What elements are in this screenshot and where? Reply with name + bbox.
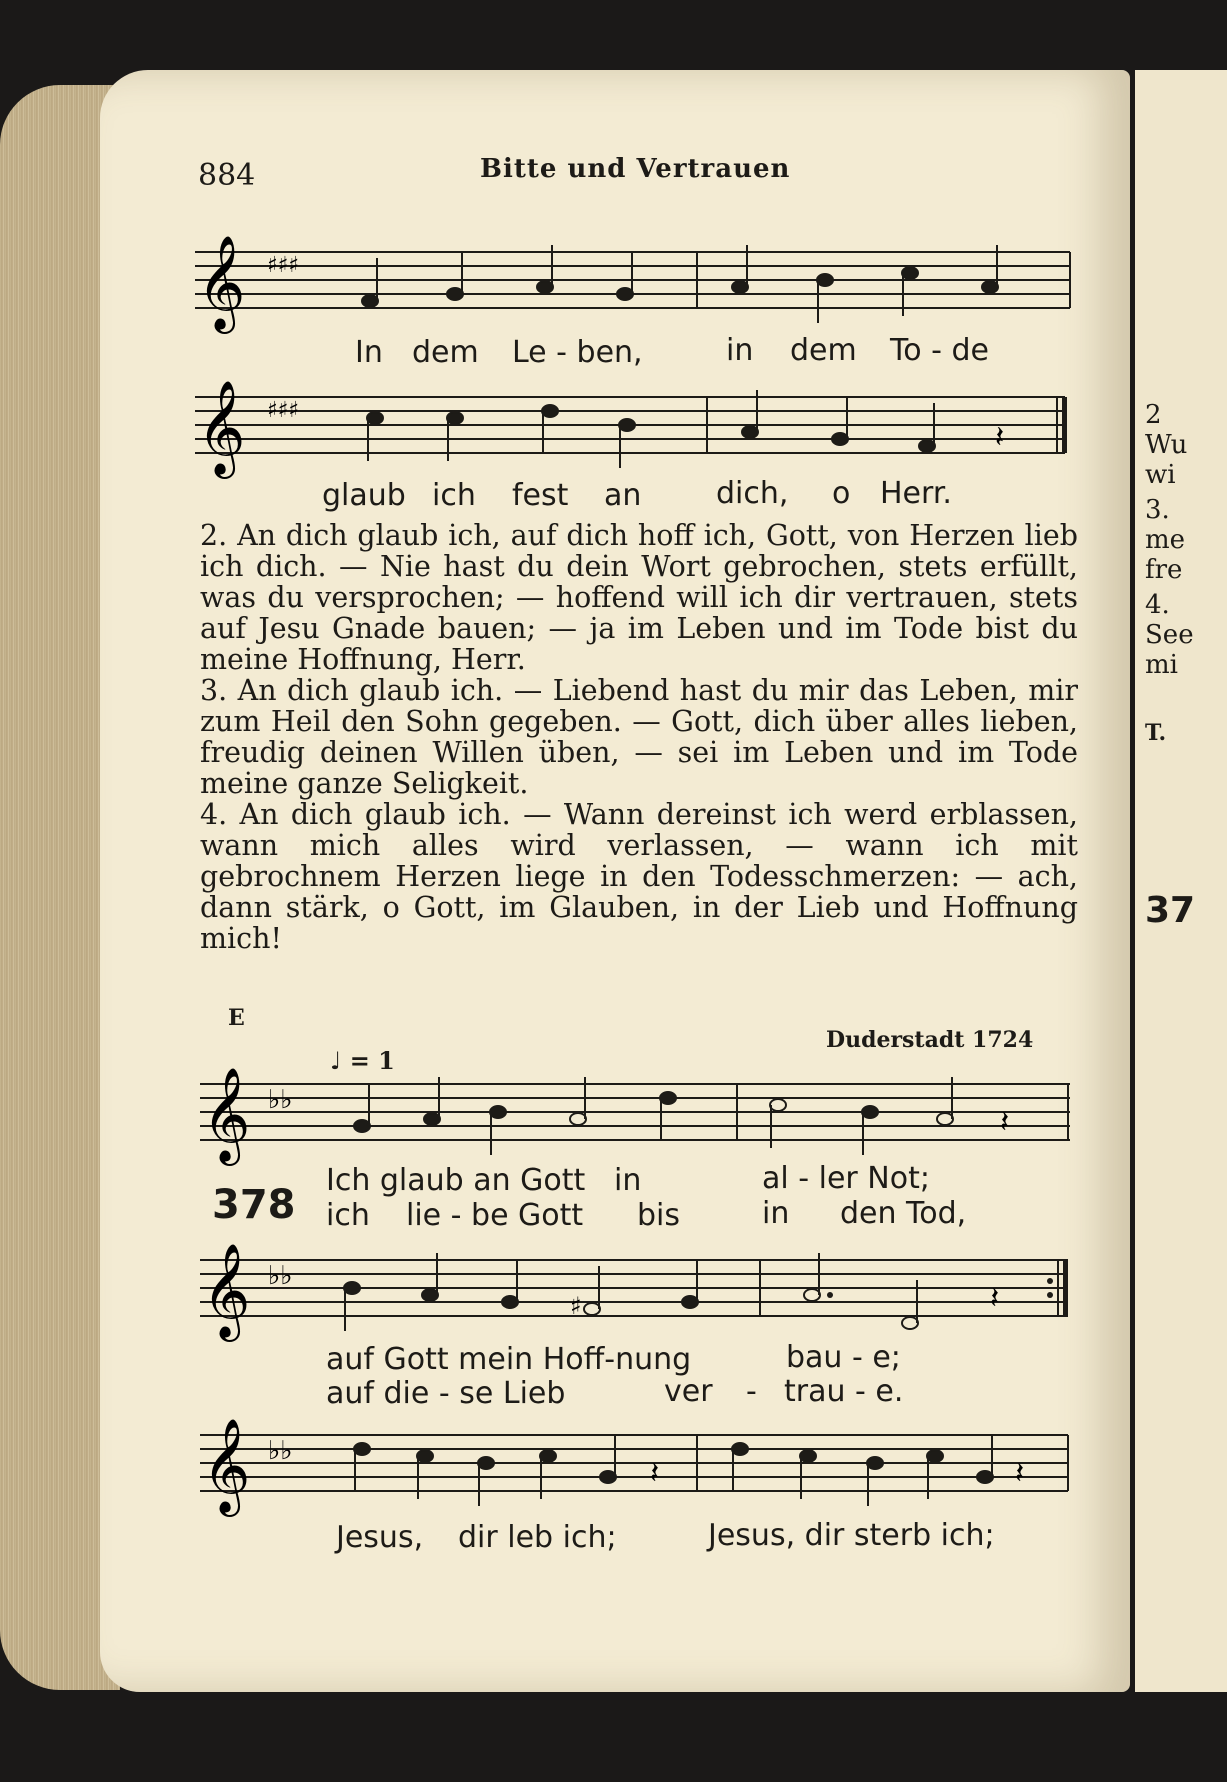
- next-page-fragment: 4.: [1145, 590, 1170, 620]
- quarter-rest-icon: 𝄽: [995, 420, 1005, 455]
- tempo-value: = 1: [349, 1046, 395, 1075]
- hymn-source: Duderstadt 1724: [826, 1027, 1034, 1053]
- lyric-phrase: -: [746, 1374, 757, 1409]
- lyric-syllable: in: [726, 333, 754, 368]
- lyric-phrase: al - ler Not;: [762, 1161, 930, 1196]
- hymn-verses: [200, 520, 1078, 954]
- music-staff-3: [200, 1062, 1080, 1172]
- lyric-syllable: o: [832, 476, 851, 511]
- next-page-fragment: mi: [1145, 650, 1178, 680]
- hymn-key: E: [228, 1005, 245, 1031]
- sharp-icon: ♯: [570, 1292, 582, 1320]
- lyric-phrase: in: [614, 1163, 642, 1198]
- treble-clef-icon: 𝄞: [202, 1067, 251, 1162]
- lyric-syllable: an: [604, 478, 642, 513]
- running-title: Bitte und Vertrauen: [480, 154, 791, 184]
- next-page-fragment: fre: [1145, 555, 1183, 585]
- verse-3: 3. An dich glaub ich. — Liebend hast du mir das Leben, mir zum Heil den Sohn gegeben. — Gott, dich über alles lieben, freudig deinen Willen üben, — sei im Leben und im Tode meine ganze Seligkeit.: [200, 674, 1078, 800]
- lyric-phrase: Ich glaub an Gott: [326, 1163, 586, 1198]
- page-number: 884: [198, 158, 256, 193]
- lyric-phrase: auf die - se Lieb: [326, 1376, 566, 1411]
- lyric-phrase: ich: [326, 1198, 370, 1233]
- lyric-phrase: den Tod,: [840, 1196, 967, 1231]
- quarter-rest-icon: 𝄽: [650, 1456, 660, 1491]
- lyric-phrase: lie - be Gott: [406, 1198, 584, 1233]
- music-staff-4: [200, 1238, 1080, 1348]
- quarter-rest-icon: 𝄽: [990, 1281, 1000, 1316]
- treble-clef-icon: 𝄞: [197, 380, 246, 475]
- next-page-fragment: T.: [1145, 720, 1167, 746]
- next-page-fragment: me: [1145, 525, 1186, 555]
- lyric-phrase: Jesus, dir sterb ich;: [708, 1518, 995, 1553]
- music-staff-5: [200, 1413, 1080, 1523]
- quarter-note-icon: ♩: [330, 1046, 342, 1075]
- lyric-phrase: trau - e.: [784, 1374, 904, 1409]
- lyric-phrase: bis: [637, 1198, 681, 1233]
- next-page-fragment: wi: [1145, 460, 1176, 490]
- next-page-margin: [1135, 70, 1227, 1692]
- lyric-syllable: ich: [432, 478, 476, 513]
- lyric-phrase: Jesus,: [336, 1520, 424, 1555]
- lyric-syllable: In: [355, 335, 383, 370]
- next-page-fragment: 3.: [1145, 495, 1170, 525]
- treble-clef-icon: 𝄞: [197, 235, 246, 330]
- treble-clef-icon: 𝄞: [202, 1418, 251, 1513]
- next-page-fragment: 2: [1145, 400, 1162, 430]
- music-staff-1: [195, 230, 1075, 340]
- lyric-syllable: Le - ben,: [512, 335, 643, 370]
- lyric-syllable: dem: [790, 333, 857, 368]
- lyric-syllable: To - de: [890, 333, 989, 368]
- hymn-number: 378: [212, 1182, 296, 1228]
- lyric-phrase: dir leb ich;: [458, 1520, 617, 1555]
- lyric-phrase: in: [762, 1196, 790, 1231]
- flat-icon: ♭♭: [268, 1261, 293, 1291]
- next-page-fragment: 37: [1145, 890, 1196, 931]
- lyric-phrase: auf Gott mein Hoff-nung: [326, 1342, 692, 1377]
- lyric-phrase: ver: [664, 1374, 713, 1409]
- lyric-syllable: dem: [412, 335, 479, 370]
- lyric-syllable: glaub: [322, 478, 406, 513]
- verse-4: 4. An dich glaub ich. — Wann dereinst ich werd erblassen, wann mich alles wird verlassen, — wann ich mit gebrochnem Herzen liege in den Todesschmerzen: — ach, dann stärk, o Gott, im Glauben, in der Lieb und Hoffnung mich!: [200, 798, 1078, 955]
- lyric-phrase: bau - e;: [786, 1340, 901, 1375]
- flat-icon: ♭♭: [268, 1436, 293, 1466]
- quarter-rest-icon: 𝄽: [1000, 1105, 1010, 1140]
- verse-2: 2. An dich glaub ich, auf dich hoff ich, Gott, von Herzen lieb ich dich. — Nie hast du dein Wort gebrochen, stets erfüllt, was du versprochen; — hoffend will ich dir vertrauen, stets auf Jesu Gnade bauen; — ja im Leben und im Tode bist du meine Hoffnung, Herr.: [200, 519, 1078, 676]
- flat-icon: ♭♭: [268, 1085, 293, 1115]
- lyric-syllable: Herr.: [880, 476, 952, 511]
- treble-clef-icon: 𝄞: [202, 1243, 251, 1338]
- lyric-syllable: fest: [512, 478, 569, 513]
- lyric-syllable: dich,: [716, 476, 789, 511]
- sharp-icon: ♯♯♯: [267, 398, 299, 423]
- sharp-icon: ♯♯♯: [267, 253, 299, 278]
- next-page-fragment: Wu: [1145, 430, 1188, 460]
- next-page-fragment: See: [1145, 620, 1194, 650]
- quarter-rest-icon: 𝄽: [1015, 1456, 1025, 1491]
- music-staff-2: [195, 375, 1075, 485]
